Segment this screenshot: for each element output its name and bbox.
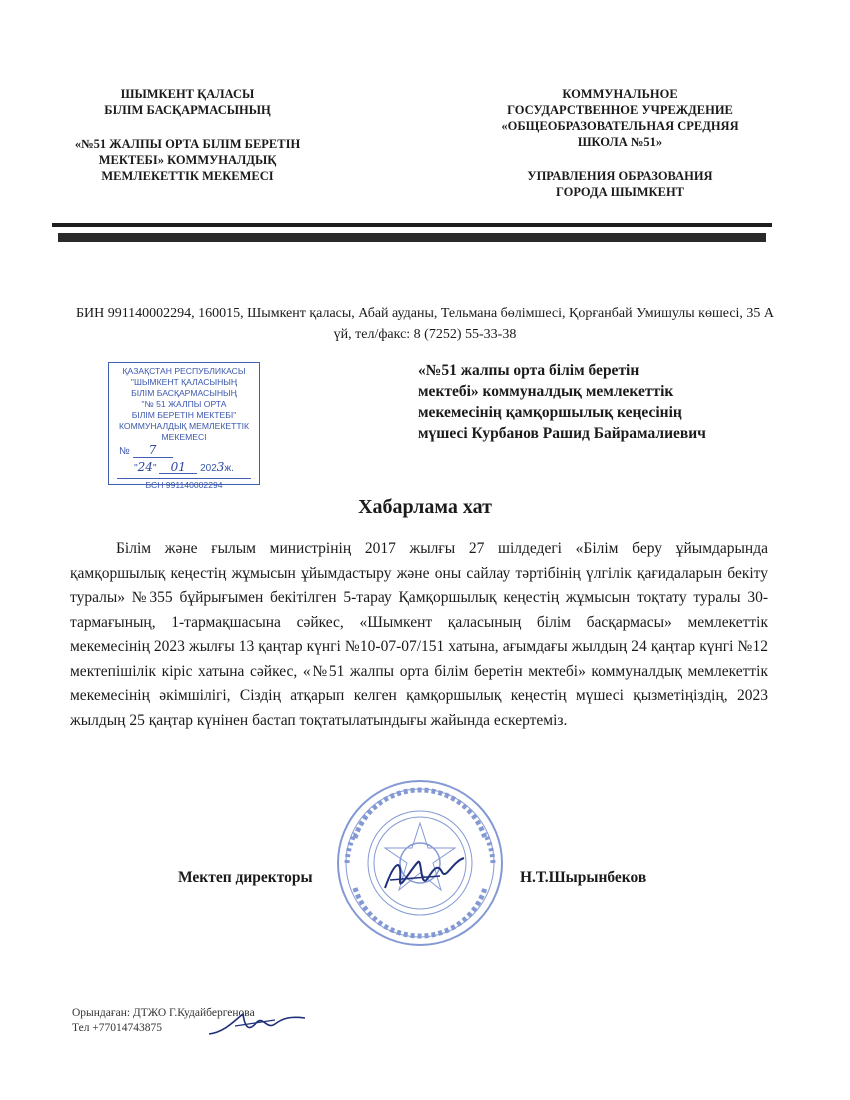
stamp-line: "ШЫМКЕНТ ҚАЛАСЫНЫҢ xyxy=(130,377,238,387)
letter-body: Білім және ғылым министрінің 2017 жылғы 27 шілдедегі «Білім беру ұйымдарында қамқоршылық кеңестің жұмысын ұйымдастыру және оны сайлау тәртібінің үлгілік қағидаларын бекіту туралы» №355 бұйрығымен бекітілген 5-тарау Қамқоршылық кеңестің жұмысын тоқтату туралы 30-тармағының, 1-тармақшасына сәйкес, «Шымкент қаласының білім басқармасы» мемлекеттік мекемесінің 2023 жылғы 13 қаңтар күнгі №10-07-07/151 хатына, ағымдағы жылдың 24 қаңтар күнгі №12 мектепішілік кіріс хатына сәйкес, «№51 жалпы орта білім беретін мектебі» коммуналдық мемлекеттік мекемесінің әкімшілігі, Сіздің атқарып келген қамқоршылық кеңестің мүшесі қызметіңіздің, 2023 жылдың 25 қаңтар күнінен бастап тоқтатылатындығы жайында ескертеміз. xyxy=(70,540,768,729)
stamp-line: КОММУНАЛДЫҚ МЕМЛЕКЕТТІК xyxy=(118,421,249,431)
organization-address: БИН 991140002294, 160015, Шымкент қаласы, Абай ауданы, Тельмана бөлімшесі, Қорғанбай Умишулы көшесі, 35 А үй, тел/факс: 8 (7252) 55-33-38 xyxy=(75,306,775,342)
stamp-number-label: № xyxy=(119,446,130,457)
recipient-line: мектебі» коммуналдық мемлекеттік xyxy=(418,383,674,400)
recipient-line: «№51 жалпы орта білім беретін xyxy=(418,362,640,379)
header-right-line: ГОСУДАРСТВЕННОЕ УЧРЕЖДЕНИЕ xyxy=(507,103,733,117)
executor-phone: Тел +77014743875 xyxy=(72,1022,163,1034)
stamp-line: МЕКЕМЕСІ xyxy=(161,432,207,442)
executor-signature-icon xyxy=(205,1008,310,1040)
stamp-date-year-prefix: 202 xyxy=(200,463,217,474)
header-right-line: УПРАВЛЕНИЯ ОБРАЗОВАНИЯ xyxy=(527,169,713,183)
signature-role: Мектеп директоры xyxy=(178,869,313,886)
stamp-date-suffix: ж. xyxy=(224,463,234,474)
header-divider-thin xyxy=(52,223,772,227)
signature-name: Н.Т.Шырынбеков xyxy=(520,869,647,886)
stamp-date-day: 24 xyxy=(137,460,153,474)
stamp-date-year-suffix: 3 xyxy=(216,460,225,474)
header-left-line: МЕКТЕБІ» КОММУНАЛДЫҚ xyxy=(98,153,277,167)
header-right-russian xyxy=(485,86,755,200)
header-divider-thick xyxy=(58,233,766,242)
stamp-date: "24" 01 2023ж. xyxy=(134,460,234,474)
stamp-number xyxy=(109,445,259,458)
header-right-line: КОММУНАЛЬНОЕ xyxy=(562,87,678,101)
header-left-kazakh xyxy=(55,86,320,184)
header-left-line: МЕМЛЕКЕТТІК МЕКЕМЕСІ xyxy=(101,169,274,183)
executor-line: Орындаған: ДТЖО Г.Кудайбергенова xyxy=(72,1007,255,1019)
registration-stamp xyxy=(108,362,260,490)
stamp-line: ҚАЗАҚСТАН РЕСПУБЛИКАСЫ xyxy=(122,366,246,376)
recipient-line: мекемесінің қамқоршылық кеңесінің xyxy=(418,404,682,421)
header-right-line: ГОРОДА ШЫМКЕНТ xyxy=(555,185,685,199)
header-right-line: ШКОЛА №51» xyxy=(577,135,663,149)
handwritten-signature-icon xyxy=(380,850,470,900)
stamp-line: "№ 51 ЖАЛПЫ ОРТА xyxy=(141,399,227,409)
stamp-date-month: 01 xyxy=(159,462,197,474)
header-left-line: БІЛІМ БАСҚАРМАСЫНЫҢ xyxy=(104,103,271,117)
header-left-line: «№51 ЖАЛПЫ ОРТА БІЛІМ БЕРЕТІН xyxy=(74,137,301,151)
header-left-line: ШЫМКЕНТ ҚАЛАСЫ xyxy=(120,87,255,101)
recipient-block xyxy=(418,360,798,444)
stamp-line: БІЛІМ БАСҚАРМАСЫНЫҢ xyxy=(131,388,237,398)
stamp-bin: БСН 991140002294 xyxy=(117,478,251,491)
document-title: Хабарлама хат xyxy=(358,496,492,518)
stamp-number-value: 7 xyxy=(148,443,157,457)
header-right-line: «ОБЩЕОБРАЗОВАТЕЛЬНАЯ СРЕДНЯЯ xyxy=(501,119,739,133)
stamp-line: БІЛІМ БЕРЕТІН МЕКТЕБІ" xyxy=(131,410,237,420)
recipient-line: мүшесі Курбанов Рашид Байрамалиевич xyxy=(418,425,706,442)
